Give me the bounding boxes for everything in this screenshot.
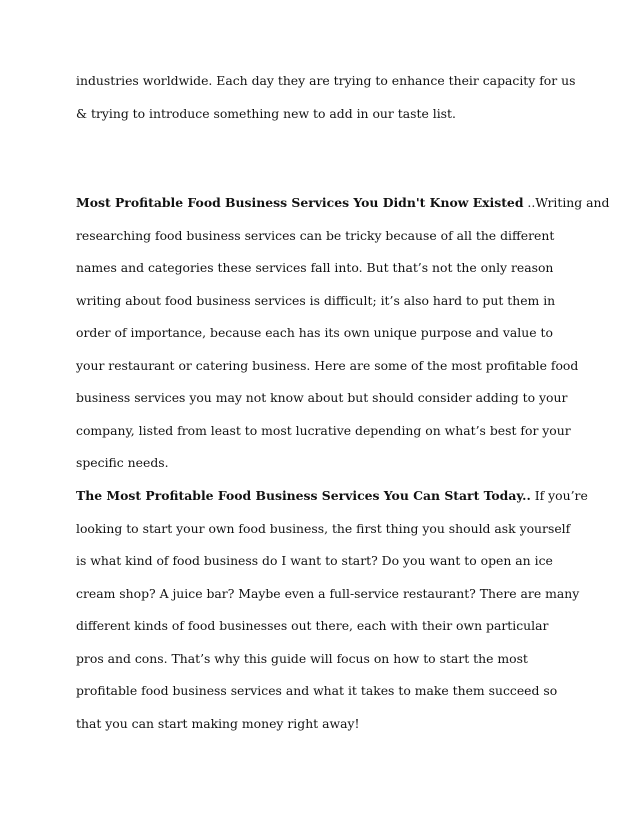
paragraph-line: profitable food business services and what it takes to make them succeed so: [76, 683, 558, 698]
section-2-heading: The Most Profitable Food Business Services You Can Start Today..: [76, 488, 531, 503]
paragraph-line: pros and cons. That’s why this guide will focus on how to start the most: [76, 650, 528, 666]
paragraph-line: your restaurant or catering business. Here are some of the most profitable food: [76, 357, 579, 373]
paragraph-line: that you can start making money right away!: [76, 715, 360, 731]
paragraph-line: & trying to introduce something new to add in our taste list.: [76, 105, 456, 121]
section-1-first-line-text: ..Writing and: [523, 195, 610, 210]
paragraph-line: writing about food business services is difficult; it’s also hard to put them in: [76, 292, 556, 308]
section-2-paragraph: [76, 480, 588, 740]
paragraph-line: different kinds of food businesses out there, each with their own particular: [76, 618, 549, 633]
paragraph-first-line: [76, 187, 610, 220]
paragraph-line: researching food business services can be tricky because of all the different: [76, 227, 555, 243]
intro-paragraph: [76, 65, 576, 130]
paragraph-line: names and categories these services fall into. But that’s not the only reason: [76, 260, 554, 275]
section-1-heading: Most Profitable Food Business Services You Didn't Know Existed: [76, 195, 524, 210]
paragraph-line: industries worldwide. Each day they are trying to enhance their capacity for us: [76, 73, 576, 88]
paragraph-line: cream shop? A juice bar? Maybe even a full-service restaurant? There are many: [76, 585, 580, 601]
paragraph-line: looking to start your own food business, the first thing you should ask yourself: [76, 520, 571, 536]
paragraph-line: business services you may not know about but should consider adding to your: [76, 390, 568, 405]
section-2-first-line-text: If you’re: [530, 488, 588, 503]
paragraph-first-line: [76, 480, 588, 513]
section-1-paragraph: [76, 187, 610, 480]
paragraph-line: company, listed from least to most lucrative depending on what’s best for your: [76, 422, 571, 438]
paragraph-line: order of importance, because each has its own unique purpose and value to: [76, 325, 553, 340]
paragraph-line: is what kind of food business do I want to start? Do you want to open an ice: [76, 553, 553, 568]
paragraph-line: specific needs.: [76, 455, 169, 470]
